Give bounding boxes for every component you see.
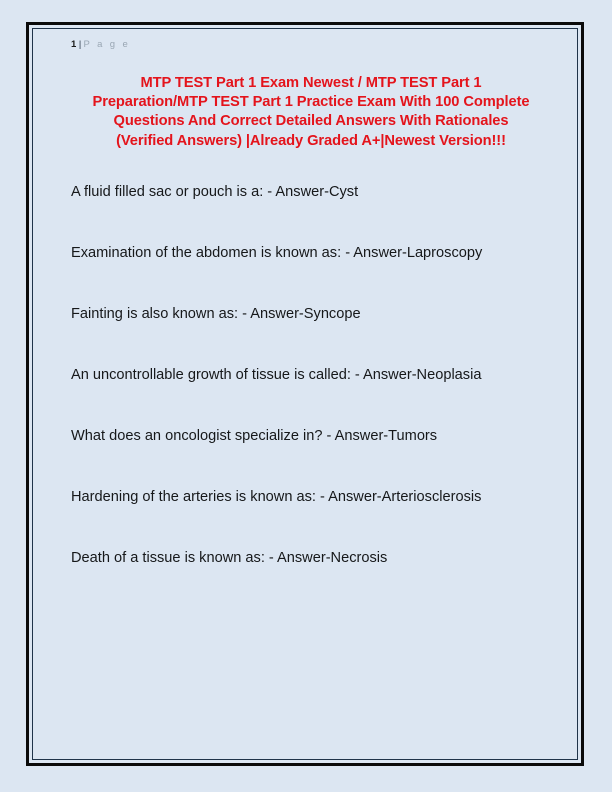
page-header	[71, 38, 551, 52]
document-title: MTP TEST Part 1 Exam Newest / MTP TEST Part 1 Preparation/MTP TEST Part 1 Practice Exam With 100 Complete Questions And Correct Detailed Answers With Rationales (Verified Answers) |Already Graded A+|Newest Version!!!	[92, 75, 530, 149]
qa-item: An uncontrollable growth of tissue is called: - Answer-Neoplasia	[71, 366, 482, 383]
question-answer-list	[71, 181, 551, 569]
qa-item: Hardening of the arteries is known as: - Answer-Arteriosclerosis	[71, 488, 482, 505]
qa-item: A fluid filled sac or pouch is a: - Answer-Cyst	[71, 183, 359, 200]
page-header-separator: |	[78, 39, 82, 50]
page-content	[33, 29, 577, 759]
page-inner-border	[32, 28, 578, 760]
page-number: 1	[71, 39, 77, 50]
qa-item: What does an oncologist specialize in? - Answer-Tumors	[71, 427, 438, 444]
qa-item: Death of a tissue is known as: - Answer-Necrosis	[71, 549, 388, 566]
page-header-label: P a g e	[83, 39, 131, 50]
qa-item: Fainting is also known as: - Answer-Syncope	[71, 305, 361, 322]
document-page	[26, 22, 584, 766]
qa-item: Examination of the abdomen is known as: - Answer-Laproscopy	[71, 244, 483, 261]
